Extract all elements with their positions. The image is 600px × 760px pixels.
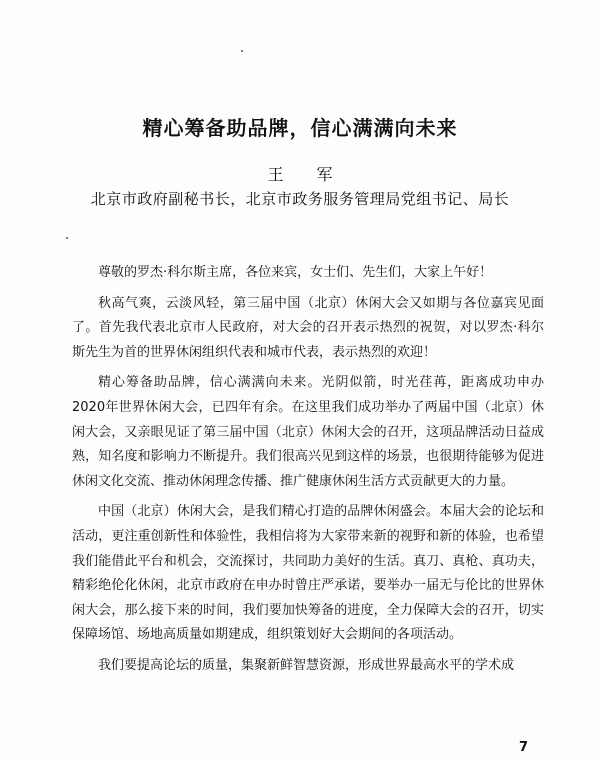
paragraph-brand: 精心筹备助品牌，信心满满向未来。光阴似箭，时光荏苒，距离成功申办2020年世界休闲大会，已四年有余。在这里我们成功举办了两届中国（北京）休闲大会，又亲眼见证了第三届中国（北京）休闲大会的召开，这项品牌活动日益成熟，知名度和影响力不断提升。我们很高兴见到这样的场景，也很期待能够为促进休闲文化交流、推动休闲理念传播、推广健康休闲生活方式贡献更大的力量。 xyxy=(72,375,544,489)
body-text xyxy=(72,261,544,685)
scan-speck xyxy=(66,237,68,239)
scan-speck xyxy=(241,50,243,52)
page-title: 精心筹备助品牌，信心满满向未来 xyxy=(142,116,458,140)
author-name: 王 军 xyxy=(267,165,347,184)
paragraph-forum: 我们要提高论坛的质量，集聚新鲜智慧资源，形成世界最高水平的学术成 xyxy=(98,657,515,673)
author-affiliation: 北京市政府副秘书长，北京市政务服务管理局党组书记、局长 xyxy=(90,190,510,208)
paragraph-greeting: 尊敬的罗杰·科尔斯主席，各位来宾，女士们、先生们，大家上午好！ xyxy=(98,265,493,280)
paragraph-conference: 中国（北京）休闲大会，是我们精心打造的品牌休闲盛会。本届大会的论坛和活动，更注重创新性和体验性，我相信将为大家带来新的视野和新的体验，也希望我们能借此平台和机会，交流探讨，共同助力美好的生活。真刀、真枪、真功夫，精彩绝伦化休闲，北京市政府在申办时曾庄严承诺，要举办一届无与伦比的世界休闲大会，那么接下来的时间，我们要加快筹备的进度，全力保障大会的召开，切实保障场馆、场地高质量如期建成，组织策划好大会期间的各项活动。 xyxy=(72,504,544,643)
paragraph-welcome: 秋高气爽，云淡风轻，第三届中国（北京）休闲大会又如期与各位嘉宾见面了。首先我代表北京市人民政府，对大会的召开表示热烈的祝贺，对以罗杰·科尔斯先生为首的世界休闲组织代表和城市代表，表示热烈的欢迎！ xyxy=(72,295,544,360)
page-number: 7 xyxy=(518,740,528,755)
